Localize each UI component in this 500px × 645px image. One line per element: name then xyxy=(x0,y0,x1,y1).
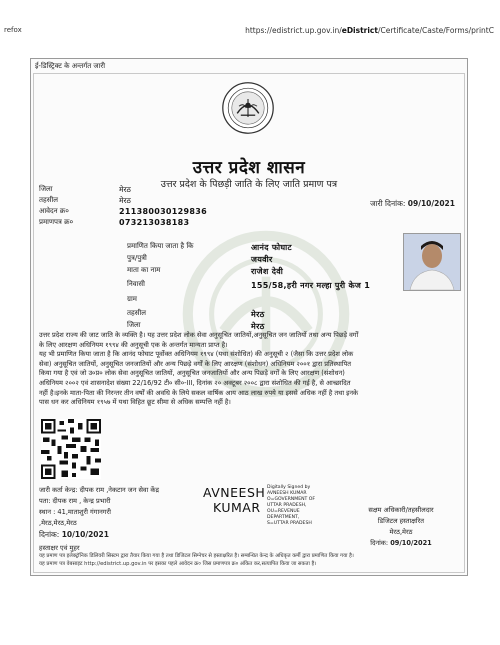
field-label-district: जिला xyxy=(39,185,53,193)
url-bold: eDistrict xyxy=(341,26,378,35)
officer-place: मेरठ,मेरठ xyxy=(389,528,413,536)
digital-note-line: UTTAR PRADESH, xyxy=(267,503,307,508)
digital-note-line: OU=REVENUE xyxy=(267,509,300,514)
digital-name-line-2: KUMAR xyxy=(213,500,261,515)
issuer-line: स्थान : 41,माताशुरी गंगानगरी xyxy=(39,508,111,516)
url-suffix: /Certificate/Caste/Forms/printC xyxy=(377,26,494,35)
issuer-line: पता: दीपक राम , केन्द्र प्रभारी xyxy=(39,497,111,505)
officer-subtitle: डिजिटल हस्ताक्षरित xyxy=(377,517,425,525)
bottom-date-value: 10/10/2021 xyxy=(61,530,109,539)
body-line: यह भी प्रमाणित किया जाता है कि आनंद फोघाट पूर्वोक्त अधिनियम १९९४ (यथा संशोधित) की अनुसूची २ (जैसा कि उत्तर प्रदेश लोक xyxy=(39,350,354,359)
person-value-tehsil: मेरठ xyxy=(251,310,265,319)
body-line: अधिनियम २००२ एवं शासनादेश संख्या 22/16/92 टी० सी०-III, दिनांक २० अक्टूबर २००८ द्वारा संशोधित की गई है, से आच्छादित xyxy=(39,378,351,387)
person-value-parent: जयवीर xyxy=(251,255,273,264)
person-label-certified: प्रमाणित किया जाता है कि xyxy=(127,242,194,250)
field-value-district: मेरठ xyxy=(119,185,131,194)
digital-note-line: AVNEESH KUMAR xyxy=(267,491,307,496)
digital-signature-note xyxy=(267,485,327,527)
up-state-emblem-icon xyxy=(221,81,275,135)
person-label-address: निवासी xyxy=(127,280,145,288)
body-line: के लिए आरक्षण अधिनियम १९९४ की अनुसूची एक के अन्तर्गत मान्यता प्राप्त है। xyxy=(39,340,228,349)
digital-note-line: DEPARTMENT, xyxy=(267,515,300,520)
issue-date-value: 09/10/2021 xyxy=(407,199,455,208)
footer-line: यह प्रमाण पत्र वेबसाइट http://edistrict.up.gov.in पर इसका पहले आवेदन क्र० जिस प्रमाणपत्र क्र० अंकित कर,सत्यापित किया जा सकता है। xyxy=(39,560,317,567)
issue-date-label: जारी दिनांक: xyxy=(370,199,406,208)
issue-date xyxy=(370,199,455,209)
person-value-district: मेरठ xyxy=(251,322,265,331)
certificate-title: उत्तर प्रदेश शासन xyxy=(192,158,306,178)
field-label-certificate-no: प्रमाणपत्र क्र० xyxy=(39,218,74,226)
body-line: पास धन कर अधिनियम १९५७ में यथा विहित छूट सीमा से अधिक सम्पत्ति नहीं है। xyxy=(39,398,231,407)
body-line: किया गया है एवं जो उ०प्र० लोक सेवा अनुसूचित जातियों, अनुसूचित जनजातियों और अन्य पिछड़े वर्गों के लिए आरक्षण (संशोधन) xyxy=(39,369,345,378)
officer-title: सक्षम अधिकारी/तहसीलदार xyxy=(368,506,434,514)
person-value-mother: राजेश देवी xyxy=(251,267,284,276)
person-label-tehsil: तहसील xyxy=(127,309,146,317)
digital-signature-name xyxy=(203,485,265,515)
body-line: सेवा) अनुसूचित जातियों, अनुसूचित जनजातियों और अन्य पिछड़े वर्गों के लिए आरक्षण (संशोधन) अधिनियम २००१ द्वारा प्रतिस्थापित xyxy=(39,359,352,368)
officer-date-label: दिनांक: xyxy=(370,539,389,547)
url-prefix: https://edistrict.up.gov.in/ xyxy=(245,26,342,35)
browser-url[interactable] xyxy=(245,26,494,35)
person-label-village: ग्राम xyxy=(127,295,137,303)
applicant-photo xyxy=(403,233,461,291)
digital-note-line: S=UTTAR PRADESH xyxy=(267,521,312,526)
officer-date-value: 09/10/2021 xyxy=(390,539,432,547)
bottom-date xyxy=(39,530,109,540)
person-value-address: 155/58,हरी नगर मल्हा पुरी केज 1 xyxy=(251,281,371,290)
sign-seal-label: हस्ताक्षर एवं मुहर xyxy=(39,544,80,552)
person-label-parent: पुत्र/पुत्री xyxy=(127,254,147,262)
digital-name-line-1: AVNEESH xyxy=(203,485,266,500)
certificate-body xyxy=(39,331,459,408)
field-label-application-no: आवेदन क्र० xyxy=(39,207,69,215)
body-line: नहीं है।इनके माता-पिता की निरन्तर तीन वर्षों की अवधि के लिये सकल वार्षिक आय आठ लाख रुपये या इससे अधिक नहीं है तथा इनके xyxy=(39,388,359,397)
officer-date xyxy=(341,538,461,547)
digital-note-line: Digitally Signed by xyxy=(267,485,311,490)
issuer-line: ,मेरठ,मेरठ,मेरठ xyxy=(39,519,77,527)
person-label-mother: माता का नाम xyxy=(127,266,161,274)
body-line: उत्तर प्रदेश राज्य की जाट जाति के व्यक्ति है। यह उत्तर प्रदेश लोक सेवा अनुसूचित जातियों,अनुसूचित जन जातियों तथा अन्य पिछड़े वर्गों xyxy=(39,331,359,339)
field-label-tehsil: तहसील xyxy=(39,196,58,204)
footer-line: यह प्रमाण पत्र इलेक्ट्रॉनिक डिलिवरी सिस्टम द्वारा तैयार किया गया है तथा डिजिटल सिग्नेचर से हस्ताक्षरित है। सम्बन्धित केन्द्र के अधिकृत कर्मी द्वारा प्रमाणित किया गया है। xyxy=(39,553,354,559)
qr-code-icon xyxy=(41,419,101,479)
field-value-tehsil: मेरठ xyxy=(119,196,131,205)
bottom-date-label: दिनांक: xyxy=(39,530,60,539)
field-value-certificate-no: 073213038183 xyxy=(119,218,190,227)
browser-name-fragment: refox xyxy=(4,26,22,34)
person-label-district: जिला xyxy=(127,321,141,329)
footer-note xyxy=(39,553,461,568)
person-value-name: आनंद फोघाट xyxy=(251,243,292,252)
field-value-application-no: 211380030129836 xyxy=(119,207,207,216)
digital-note-line: O=GOVERNMENT OF xyxy=(267,497,316,502)
certificate xyxy=(30,58,468,576)
certificate-subtitle: उत्तर प्रदेश के पिछड़ी जाति के लिए जाति प्रमाण पत्र xyxy=(160,179,338,190)
certificate-top-note: ई-डिस्ट्रिक्ट के अन्तर्गत जारी xyxy=(35,62,106,70)
issuer-line: जारी कर्ता केन्द्र: दीपक राम ,नेकटान जन सेवा केंद्र xyxy=(39,486,159,494)
